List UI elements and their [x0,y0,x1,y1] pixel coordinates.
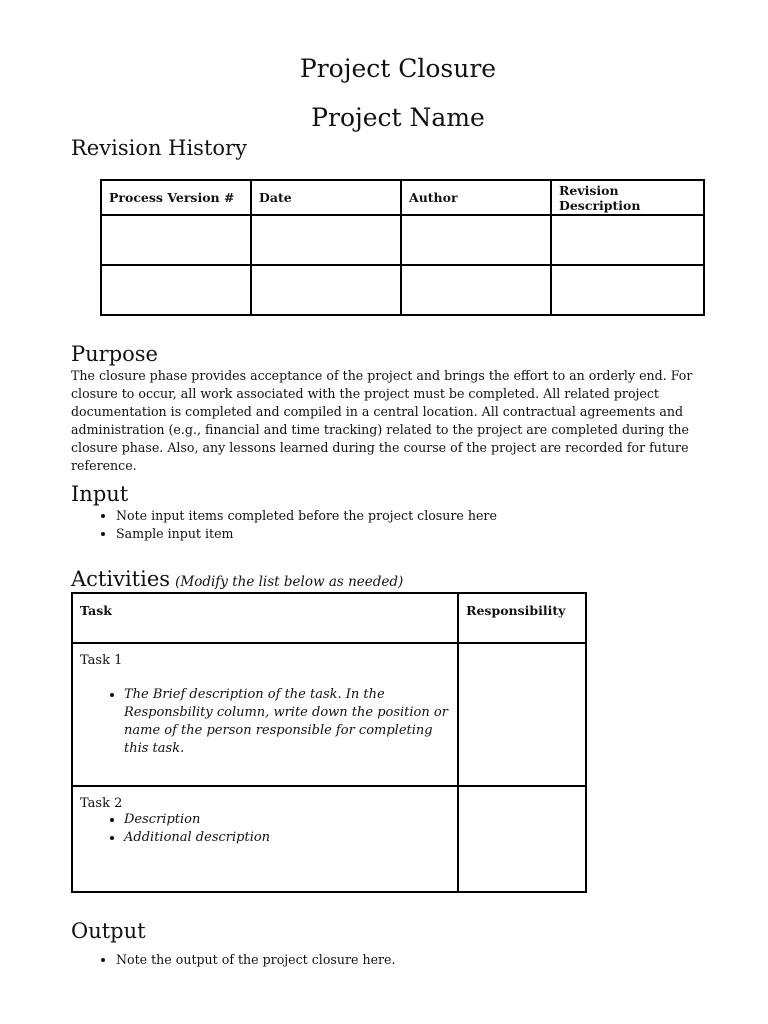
column-header: Task [72,593,458,643]
activities-heading: Activities [71,567,171,591]
output-heading: Output [71,919,146,943]
column-header: Responsibility [458,593,586,643]
activities-table [71,592,587,893]
table-cell[interactable] [251,265,401,315]
table-cell[interactable] [551,215,704,265]
table-cell[interactable] [551,265,704,315]
revision-history-table [100,179,705,316]
table-row [101,265,704,315]
list-item: • Description [124,811,450,829]
purpose-heading: Purpose [71,342,158,366]
table-row [101,215,704,265]
input-list [71,507,756,543]
table-row [72,786,586,892]
list-item: • Note input items completed before the project closure here [116,507,756,525]
task-name: Task 1 [80,653,123,668]
table-header-row [72,593,586,643]
revision-history-heading: Revision History [71,136,247,160]
task-description-list [80,811,450,847]
activities-heading-row [71,567,403,591]
column-header: Date [251,180,401,215]
task-description-list [80,686,450,758]
list-item: • Sample input item [116,525,756,543]
column-header: Revision Description [551,180,704,215]
purpose-text: The closure phase provides acceptance of the project and brings the effort to an orderly end. For closure to occur, all work associated with the project must be completed. All related project documentation is completed and compiled in a central location. All contractual agreements and administration (e.g., financial and time tracking) related to the project are completed during the closure phase. Also, any lessons learned during the course of the project are recorded for future reference. [71,368,693,473]
activities-note: (Modify the list below as needed) [175,574,404,590]
output-list [71,951,756,969]
list-item: • Additional description [124,829,450,847]
table-cell[interactable] [101,265,251,315]
responsibility-cell[interactable] [458,643,586,786]
table-cell[interactable] [401,215,551,265]
table-header-row [101,180,704,215]
column-header: Author [401,180,551,215]
document-title: Project Closure [299,54,497,83]
input-heading: Input [71,482,129,506]
list-item: • The Brief description of the task. In the Responsbility column, write down the position or name of the person responsible for completing this task. [124,686,450,758]
list-item: • Note the output of the project closure here. [116,951,756,969]
responsibility-cell[interactable] [458,786,586,892]
table-cell[interactable] [101,215,251,265]
task-cell[interactable] [72,786,458,892]
column-header: Process Version # [101,180,251,215]
task-cell[interactable] [72,643,458,786]
table-row [72,643,586,786]
document-subtitle: Project Name [311,103,485,132]
table-cell[interactable] [401,265,551,315]
table-cell[interactable] [251,215,401,265]
task-name: Task 2 [80,796,123,811]
